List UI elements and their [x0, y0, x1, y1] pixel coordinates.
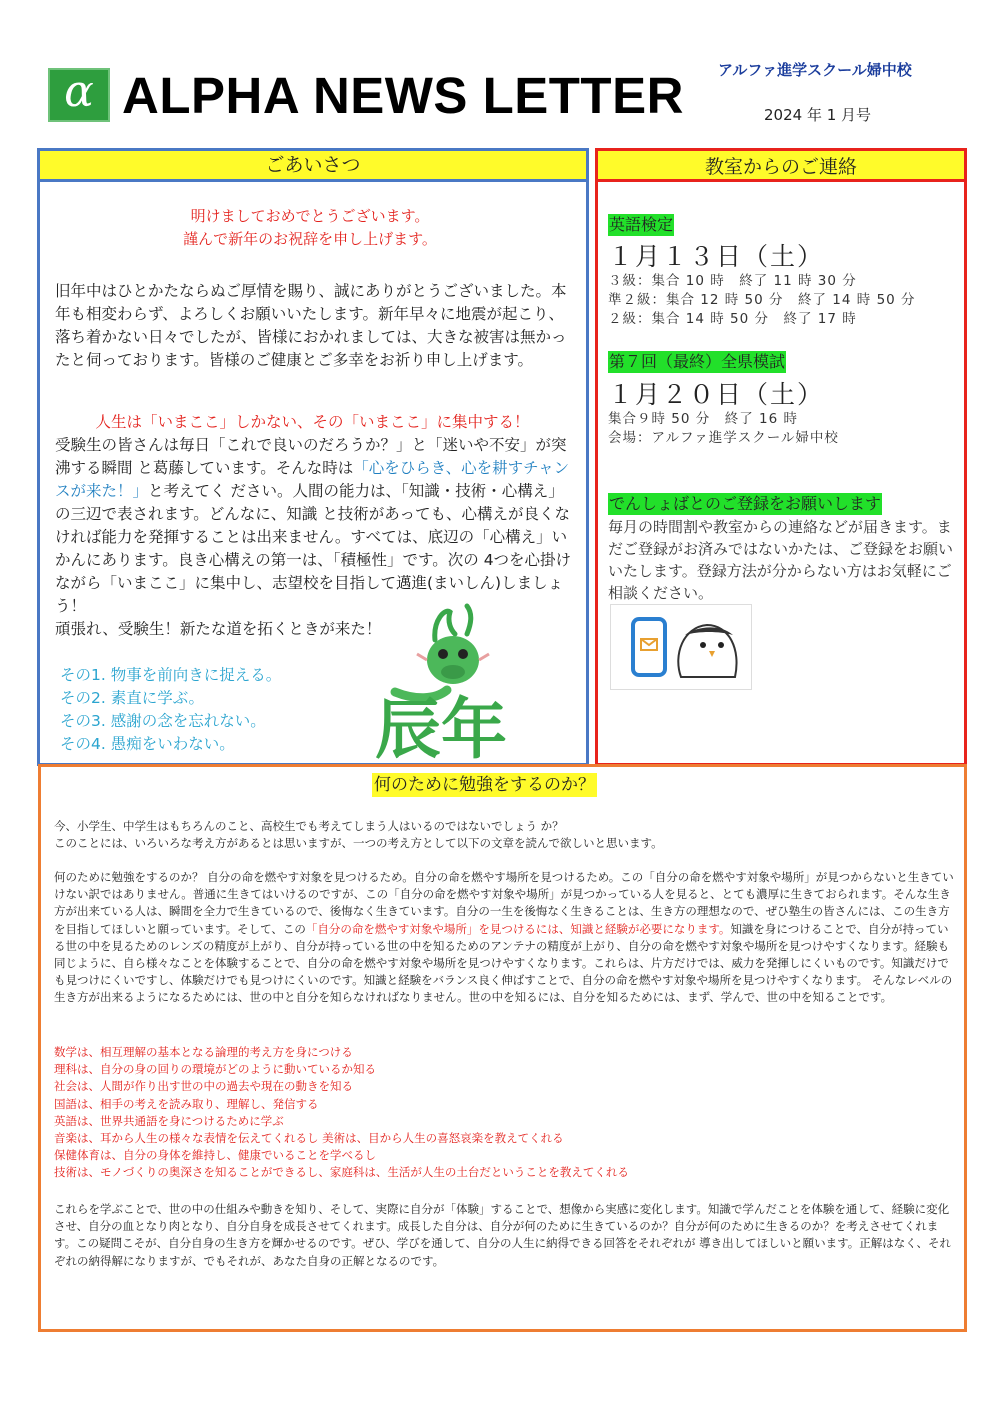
- denshobato-tag: でんしょばとのご登録をお願いします: [609, 494, 882, 513]
- eiken-schedule: [608, 272, 916, 329]
- list-item: その2. 素直に学ぶ。: [60, 689, 205, 707]
- art-text: 辰年: [375, 691, 507, 760]
- list-item: 社会は、人間が作り出す世の中の過去や現在の動きを知る: [54, 1079, 353, 1094]
- dragon-icon: [395, 606, 489, 698]
- school-name: アルファ進学スクール婦中校: [718, 61, 912, 79]
- mock-exam-date: １月２０日（土）: [608, 380, 825, 409]
- alpha-logo: [48, 68, 110, 122]
- paragraph-2-part-a: 受験生の皆さんは毎日「これで良いのだろうか？」と「迷いや不安」が突沸する瞬間 と葛藤しています。そんな時は: [55, 436, 567, 477]
- issue-date: 2024 年 1 月号: [764, 106, 872, 124]
- schedule-line: ２級：集合 14 時 50 分 終了 17 時: [608, 311, 857, 327]
- schedule-line: 会場：アルファ進学スクール婦中校: [608, 430, 839, 446]
- study-paragraph-3: これらを学ぶことで、世の中の仕組みや動きを知り、そして、実際に自分が「体験」することで、想像から実感に変化します。知識で学んだことを体験を通して、経験に変化させ、自分の血となり肉となり、自分自身を成長させてくれます。成長した自分は、自分が何のために生きているのか？自分が何のために生きるのか？を考えさせてくれます。この疑問こそが、自分自身の生き方を輝かせるのです。ぜひ、学びを通して、自分の人生に納得できる回答をそれぞれが 導き出してほしいと願います。正解はなく、それぞれの納得解になりますが、でもそれが、あなた自身の正解となるのです。: [54, 1202, 951, 1268]
- notice-heading: 教室からのご連絡: [595, 148, 967, 182]
- pigeon-icon: [678, 625, 736, 677]
- paragraph-2-part-d: 頑張れ、受験生！新たな道を拓くときが来た！: [55, 620, 382, 638]
- study-paragraph-2: [54, 869, 954, 1007]
- alpha-logo-letter: α: [64, 66, 94, 117]
- study-p2-highlight: 「自分の命を燃やす対象や場所」を見つけるには、知識と経験が必要になります。: [305, 921, 731, 936]
- mindset-list: [60, 664, 281, 756]
- greeting-line-2: 謹んで新年のお祝辞を申し上げます。: [183, 230, 437, 248]
- schedule-line: 集合９時 50 分 終了 16 時: [608, 411, 799, 427]
- greeting-subheading: 人生は「いまここ」しかない、その「いまここ」に集中する！: [95, 413, 530, 431]
- study-p2-part-a: 何のために勉強をするのか？ 自分の命を燃やす対象を見つけるため。自分の命を燃やす場所を見つけるため。この「自分の命を燃やす対象や場所」が見つからないと生きていけない訳ではありません。普通に生きてはいけるのですが、この「自分の命を燃やす対象や場所」が見つかっている人を見ると、とても濃厚に生きておられます。そんな生き方が出来ている人は、瞬間を全力で生きているので、後悔なく生きています。自分の一生を後悔なく生きることは、生き方の理想なので、ぜひ塾生の皆さんには、この生き方を目指してほしいと願っています。そして、この: [54, 870, 954, 936]
- list-item: その1. 物事を前向きに捉える。: [60, 666, 282, 684]
- newsletter-title: ALPHA NEWS LETTER: [122, 67, 684, 124]
- greeting-heading: ごあいさつ: [37, 148, 589, 182]
- denshobato-text: 毎月の時間割や教室からの連絡などが届きます。まだご登録がお済みではないかたは、ご登録をお願いいたします。登録方法が分からない方はお気軽にご相談ください。: [608, 518, 954, 602]
- list-item: 英語は、世界共通語を身につけるために学ぶ: [54, 1113, 284, 1128]
- list-item: その3. 感謝の念を忘れない。: [60, 712, 266, 730]
- list-item: 技術は、モノづくりの奥深さを知ることができるし、家庭科は、生活が人生の土台だということを教えてくれる: [54, 1165, 629, 1180]
- greeting-line-1: 明けましておめでとうございます。: [190, 207, 430, 225]
- list-item: 音楽は、耳から人生の様々な表情を伝えてくれるし 美術は、目から人生の喜怒哀楽を教えてくれる: [54, 1131, 564, 1146]
- greeting-paragraph-1: 旧年中はひとかたならぬご厚情を賜り、誠にありがとうございました。本年も相変わらず、よろしくお願いいたします。新年早々に地震が起こり、落ち着かない日々でしたが、皆様におかれましては、大きな被害は無かったと伺っております。皆様のご健康とご多幸をお祈り申し上げます。: [55, 282, 567, 369]
- list-item: 国語は、相手の考えを読み取り、理解し、発信する: [54, 1096, 319, 1111]
- study-paragraph-1: 今、小学生、中学生はもちろんのこと、高校生でも考えてしまう人はいるのではないでしょう か？ このことには、いろいろな考え方があるとは思いますが、一つの考え方として以下の文章を読んで欲しいと思います。: [54, 819, 663, 851]
- list-item: 保健体育は、自分の身体を維持し、健康でいることを学べるし: [54, 1148, 376, 1163]
- paragraph-2-highlight: 「心をひらき、心を耕すチャンスが来た！」: [55, 459, 570, 500]
- schedule-line: ３級：集合 10 時 終了 11 時 30 分: [608, 273, 857, 289]
- eiken-date: １月１３日（土）: [608, 242, 825, 271]
- denshobato-illustration: [610, 604, 752, 690]
- schedule-line: 準２級：集合 12 時 50 分 終了 14 時 50 分: [608, 292, 916, 308]
- mock-exam-block: [608, 351, 786, 373]
- list-item: 理科は、自分の身の回りの環境がどのように動いているか知る: [54, 1062, 376, 1077]
- subjects-list: [54, 1044, 954, 1182]
- study-heading: 何のために勉強をするのか？: [374, 775, 595, 795]
- new-year-greeting: [80, 205, 540, 251]
- mock-exam-tag: 第７回（最終）全県模試: [609, 352, 786, 371]
- dragon-year-illustration: [355, 600, 575, 760]
- eiken-block: [608, 214, 674, 236]
- paragraph-2-part-c: と考えてく ださい。人間の能力は、「知識・技術・心構え」の三辺で表されます。どんなに、知識 と技術があっても、心構えが良くなければ能力を発揮することは出来ません。すべては、底辺の「心構え」いかんにあります。良き心構えの第一は、「積極性」です。次の 4つを心掛けながら「いまここ」に集中し、志望校を目指して邁進(まいしん)しましょう！: [55, 482, 572, 615]
- eiken-tag: 英語検定: [609, 215, 674, 234]
- list-item: その4. 愚痴をいわない。: [60, 735, 235, 753]
- list-item: 数学は、相互理解の基本となる論理的考え方を身につける: [54, 1045, 353, 1059]
- study-p2-part-c: 知識を身につけることで、自分が持っている世の中を見るためのレンズの精度が上がり、自分が持っている世の中を知るためのアンテナの精度が上がり、自分の命を燃やす対象や場所を見つけやすくなります。経験も同じように、自ら様々なことを体験することで、自分の命を燃やす対象や場所を見つけやすくなります。これらは、片方だけでは、威力を発揮しにくいものです。知識だけでも見つけにくいですし、体験だけでも見つけにくいのです。知識と経験をバランス良く伸ばすことで、自分の命を燃やす対象や場所を見つけやすくなります。 そんなレベルの生き方が出来るようになるためには、世の中と自分を知らなければなりません。世の中を知るには、自分を知るためには、まず、学んで、世の中を知ることです。: [54, 921, 953, 1005]
- smartphone-icon: [633, 619, 665, 675]
- mock-exam-schedule: [608, 410, 839, 448]
- denshobato-block: [608, 493, 882, 515]
